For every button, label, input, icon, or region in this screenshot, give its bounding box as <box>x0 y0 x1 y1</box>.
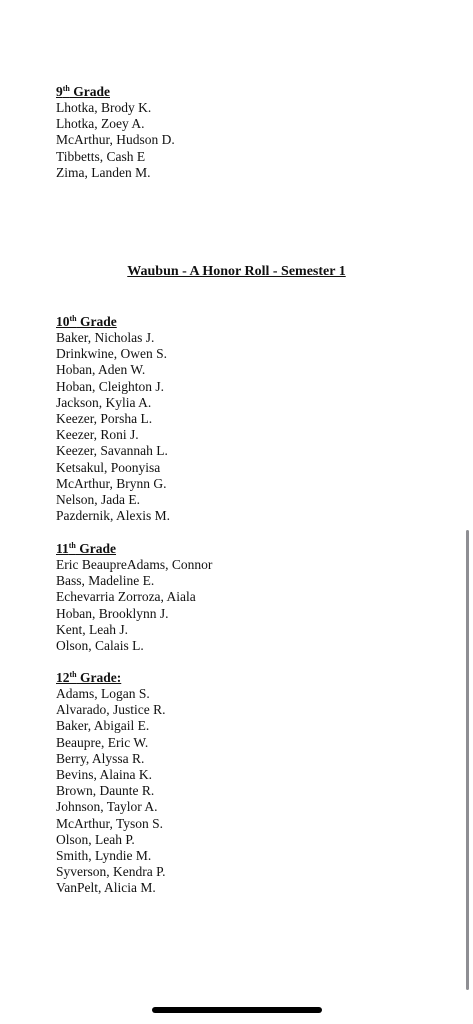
home-indicator[interactable] <box>152 1007 322 1013</box>
student-name: Beaupre, Eric W. <box>56 734 149 750</box>
grade-12-section <box>56 670 436 896</box>
student-name: Adams, Logan S. <box>56 686 150 701</box>
student-name: Pazdernik, Alexis M. <box>56 508 170 524</box>
student-name: Baker, Nicholas J. <box>56 330 155 345</box>
student-name: Johnson, Taylor A. <box>56 799 158 815</box>
student-name: Kent, Leah J. <box>56 621 128 637</box>
student-name: Olson, Calais L. <box>56 637 144 653</box>
student-name: Alvarado, Justice R. <box>56 702 166 718</box>
grade-10-heading: 10th Grade <box>56 314 117 329</box>
grade-12-heading: 12th Grade: <box>56 670 122 685</box>
grade-9-section <box>56 84 436 181</box>
grade-11-section <box>56 541 436 654</box>
grade-9-heading: 9th Grade <box>56 84 110 99</box>
student-name: Keezer, Savannah L. <box>56 443 168 459</box>
student-name: McArthur, Brynn G. <box>56 475 167 491</box>
student-name: McArthur, Tyson S. <box>56 815 164 831</box>
student-name: Ketsakul, Poonyisa <box>56 459 161 475</box>
student-name: Bass, Madeline E. <box>56 573 155 589</box>
student-name: Olson, Leah P. <box>56 831 135 847</box>
student-name: Drinkwine, Owen S. <box>56 346 167 362</box>
student-name: Keezer, Roni J. <box>56 427 139 443</box>
student-name: Hoban, Aden W. <box>56 362 146 378</box>
student-name: Zima, Landen M. <box>56 164 151 180</box>
student-name: Hoban, Brooklynn J. <box>56 605 169 621</box>
student-name: Brown, Daunte R. <box>56 783 155 799</box>
grade-11-heading: 11th Grade <box>56 541 117 556</box>
student-name: Berry, Alyssa R. <box>56 750 145 766</box>
student-name: Lhotka, Zoey A. <box>56 116 145 132</box>
student-name: Eric BeaupreAdams, Connor <box>56 557 213 572</box>
document-title: Waubun - A Honor Roll - Semester 1 <box>127 264 346 279</box>
student-name: Jackson, Kylia A. <box>56 394 152 410</box>
student-name: Echevarria Zorroza, Aiala <box>56 589 196 605</box>
student-name: Smith, Lyndie M. <box>56 847 152 863</box>
student-name: McArthur, Hudson D. <box>56 132 175 148</box>
student-name: Syverson, Kendra P. <box>56 864 166 880</box>
student-name: Nelson, Jada E. <box>56 491 140 507</box>
student-name: Tibbetts, Cash E <box>56 148 146 164</box>
student-name: Lhotka, Brody K. <box>56 100 152 115</box>
student-name: Baker, Abigail E. <box>56 718 150 734</box>
student-name: Bevins, Alaina K. <box>56 766 152 782</box>
student-name: Keezer, Porsha L. <box>56 410 153 426</box>
vertical-scrollbar[interactable] <box>466 530 469 990</box>
student-name: Hoban, Cleighton J. <box>56 378 164 394</box>
grade-10-section <box>56 314 436 524</box>
student-name: VanPelt, Alicia M. <box>56 880 156 896</box>
